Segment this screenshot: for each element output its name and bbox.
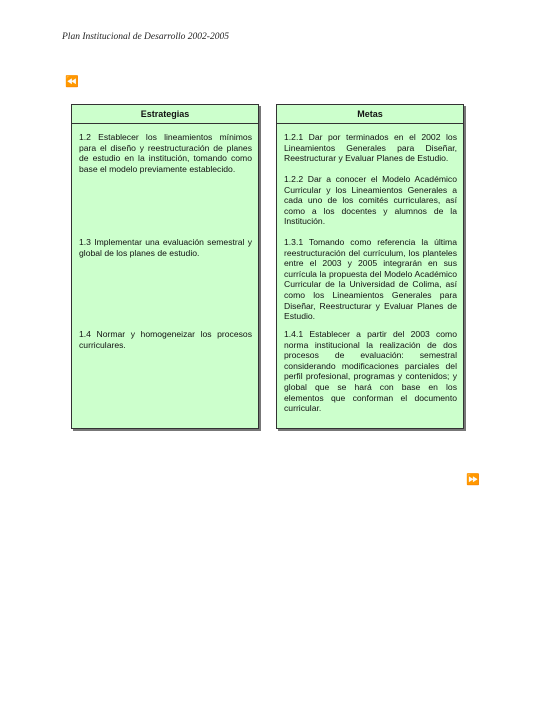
estrategia-item: 1.3 Implementar una evaluación semestral y global de los planes de estudio. xyxy=(79,237,252,258)
rewind-icon[interactable]: ⏪ xyxy=(65,75,79,88)
meta-item: 1.3.1 Tomando como referencia la última reestructuración del currículum, los planteles entre el 2003 y 2005 integrarán en sus currícula la propuesta del Modelo Académico Curricular de la Universidad de Colima, así como los Lineamientos Generales para Diseñar, Reestructurar y Evaluar Planes de Estudio. xyxy=(284,237,457,322)
meta-item: 1.2.2 Dar a conocer el Modelo Académico Curricular y los Lineamientos Generales a cada uno de los comités curriculares, así como a los docentes y alumnos de la Institución. xyxy=(284,174,457,227)
metas-header: Metas xyxy=(277,105,463,124)
fast-forward-icon[interactable]: ⏩ xyxy=(466,473,480,486)
estrategia-item: 1.2 Establecer los lineamientos mínimos para el diseño y reestructuración de planes de estudio en la institución, tomando como base el modelo previamente establecido. xyxy=(79,132,252,174)
metas-panel xyxy=(276,104,464,429)
estrategia-item: 1.4 Normar y homogeneizar los procesos curriculares. xyxy=(79,329,252,350)
page-header-title: Plan Institucional de Desarrollo 2002-2005 xyxy=(62,32,229,42)
meta-item: 1.4.1 Establecer a partir del 2003 como norma institucional la realización de dos procesos de evaluación: semestral considerando modificaciones parciales del perfil profesional, programas y contenidos; y global que se hará con base en los elementos que conforman el documento curricular. xyxy=(284,329,457,414)
meta-item: 1.2.1 Dar por terminados en el 2002 los Lineamientos Generales para Diseñar, Reestructurar y Evaluar Planes de Estudio. xyxy=(284,132,457,164)
estrategias-header: Estrategias xyxy=(72,105,258,124)
estrategias-panel xyxy=(71,104,259,429)
